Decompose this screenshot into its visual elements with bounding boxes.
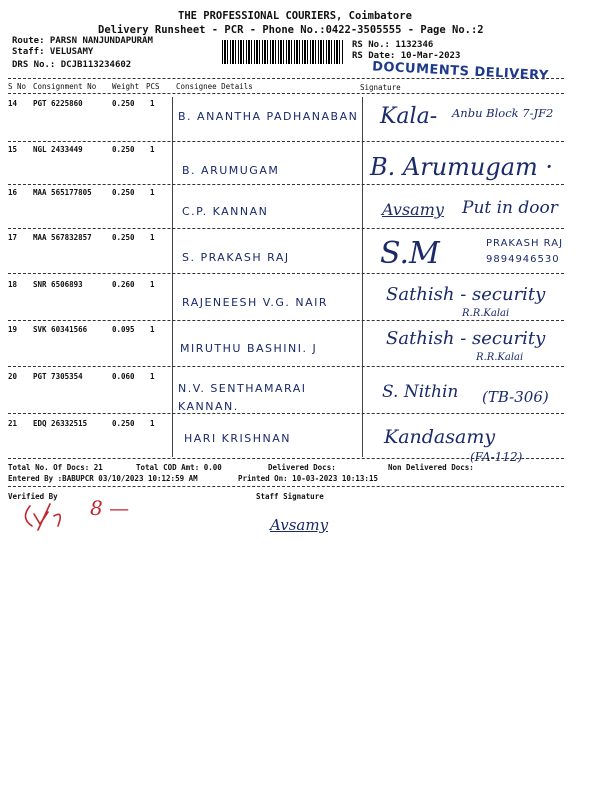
runsheet-subtitle: Delivery Runsheet - PCR - Phone No.:0422-3505555 - Page No.:2 — [98, 24, 484, 36]
row-pcs: 1 — [150, 280, 155, 289]
row-weight: 0.260 — [112, 280, 135, 289]
row-divider — [8, 228, 564, 229]
row-consignee: HARI KRISHNAN — [184, 432, 292, 445]
row-sno: 17 — [8, 233, 18, 242]
col-pcs: PCS — [146, 82, 160, 91]
total-docs: Total No. Of Docs: 21 — [8, 463, 103, 472]
row-weight: 0.250 — [112, 419, 135, 428]
row-pcs: 1 — [150, 145, 155, 154]
company-title: THE PROFESSIONAL COURIERS, Coimbatore — [178, 10, 412, 22]
printed-on: Printed On: 10-03-2023 10:13:15 — [238, 474, 378, 483]
row-consignment: SNR 6506893 — [33, 280, 83, 289]
row-consignment: MAA 567832857 — [33, 233, 92, 242]
col-consignment: Consignment No — [33, 82, 97, 91]
delivered-docs: Delivered Docs: — [268, 463, 336, 472]
row-divider — [8, 184, 564, 185]
row-weight: 0.250 — [112, 99, 135, 108]
documents-delivery-stamp: DOCUMENTS DELIVERY — [371, 59, 550, 84]
row-sno: 19 — [8, 325, 18, 334]
row-signature: Sathish - security — [386, 328, 546, 349]
row-divider — [8, 413, 564, 414]
rs-date: RS Date: 10-Mar-2023 — [352, 51, 461, 61]
col-signature: Signature — [360, 83, 401, 92]
row-signature: Avsamy — [382, 200, 444, 219]
row-pcs: 1 — [150, 99, 155, 108]
row-weight: 0.095 — [112, 325, 135, 334]
row-consignee: B. ANANTHA PADHANABAN — [178, 110, 359, 123]
row-signature: Kandasamy — [384, 426, 496, 448]
row-weight: 0.250 — [112, 145, 135, 154]
total-cod: Total COD Amt: 0.00 — [136, 463, 222, 472]
verified-value: 8 — — [90, 496, 130, 520]
row-divider — [8, 273, 564, 274]
row-consignment: PGT 6225860 — [33, 99, 83, 108]
row-sno: 14 — [8, 99, 18, 108]
row-sno: 21 — [8, 419, 18, 428]
row-consignment: SVK 60341566 — [33, 325, 88, 334]
row-pcs: 1 — [150, 419, 155, 428]
consignee-column-line — [172, 97, 173, 457]
row-sno: 20 — [8, 372, 18, 381]
row-signature: S.M — [380, 236, 440, 271]
row-signature: S. Nithin — [382, 382, 459, 402]
footer-divider — [8, 486, 564, 487]
barcode — [222, 40, 344, 64]
staff-label: Staff: VELUSAMY — [12, 47, 94, 57]
row-sno: 15 — [8, 145, 18, 154]
row-consignee: N.V. SENTHAMARAI KANNAN. — [178, 382, 307, 413]
entered-by: Entered By :BABUPCR 03/10/2023 10:12:59 AM — [8, 474, 198, 483]
row-signature: Kala- — [380, 104, 438, 129]
row-signature: Sathish - security — [386, 284, 546, 305]
col-weight: Weight — [112, 82, 140, 91]
row-note: (TB-306) — [482, 388, 549, 406]
staff-signature-label: Staff Signature — [256, 492, 324, 501]
verified-by-label: Verified By — [8, 492, 58, 501]
header-divider-bottom — [8, 93, 564, 94]
row-note: Put in door — [462, 198, 558, 218]
staff-signature-value: Avsamy — [270, 516, 329, 534]
row-signature: B. Arumugam · — [370, 153, 554, 181]
row-consignee: B. ARUMUGAM — [182, 164, 280, 177]
row-weight: 0.250 — [112, 188, 135, 197]
row-consignment: MAA 565177805 — [33, 188, 92, 197]
row-consignment: EDQ 26332515 — [33, 419, 88, 428]
row-consignee: S. PRAKASH RAJ — [182, 251, 290, 264]
row-divider — [8, 366, 564, 367]
row-note: Anbu Block 7-JF2 — [452, 106, 554, 120]
table-bottom-divider — [8, 458, 564, 459]
row-weight: 0.060 — [112, 372, 135, 381]
row-pcs: 1 — [150, 188, 155, 197]
row-note: R.R.Kalai — [462, 308, 510, 319]
signature-column-line — [362, 97, 363, 457]
rs-number: RS No.: 1132346 — [352, 40, 434, 50]
row-consignment: PGT 7305354 — [33, 372, 83, 381]
col-sno: S No — [8, 82, 27, 91]
drs-number: DRS No.: DCJB113234602 — [12, 60, 132, 70]
row-consignee: RAJENEESH V.G. NAIR — [182, 296, 329, 309]
row-pcs: 1 — [150, 325, 155, 334]
row-pcs: 1 — [150, 233, 155, 242]
row-weight: 0.250 — [112, 233, 135, 242]
verified-signature-mark — [14, 496, 94, 536]
row-consignee: C.P. KANNAN — [182, 205, 269, 218]
row-pcs: 1 — [150, 372, 155, 381]
row-consignee: MIRUTHU BASHINI. J — [180, 342, 318, 355]
row-note: (FA-112) — [470, 450, 523, 464]
row-sno: 18 — [8, 280, 18, 289]
row-note: PRAKASH RAJ 9894946530 — [486, 238, 564, 265]
row-divider — [8, 141, 564, 142]
header-divider-top — [8, 78, 564, 79]
row-divider — [8, 320, 564, 321]
row-note: R.R.Kalai — [476, 352, 524, 363]
row-sno: 16 — [8, 188, 18, 197]
col-consignee: Consignee Details — [176, 82, 253, 91]
non-delivered-docs: Non Delivered Docs: — [388, 463, 474, 472]
route-label: Route: PARSN NANJUNDAPURAM — [12, 36, 153, 46]
row-consignment: NGL 2433449 — [33, 145, 83, 154]
